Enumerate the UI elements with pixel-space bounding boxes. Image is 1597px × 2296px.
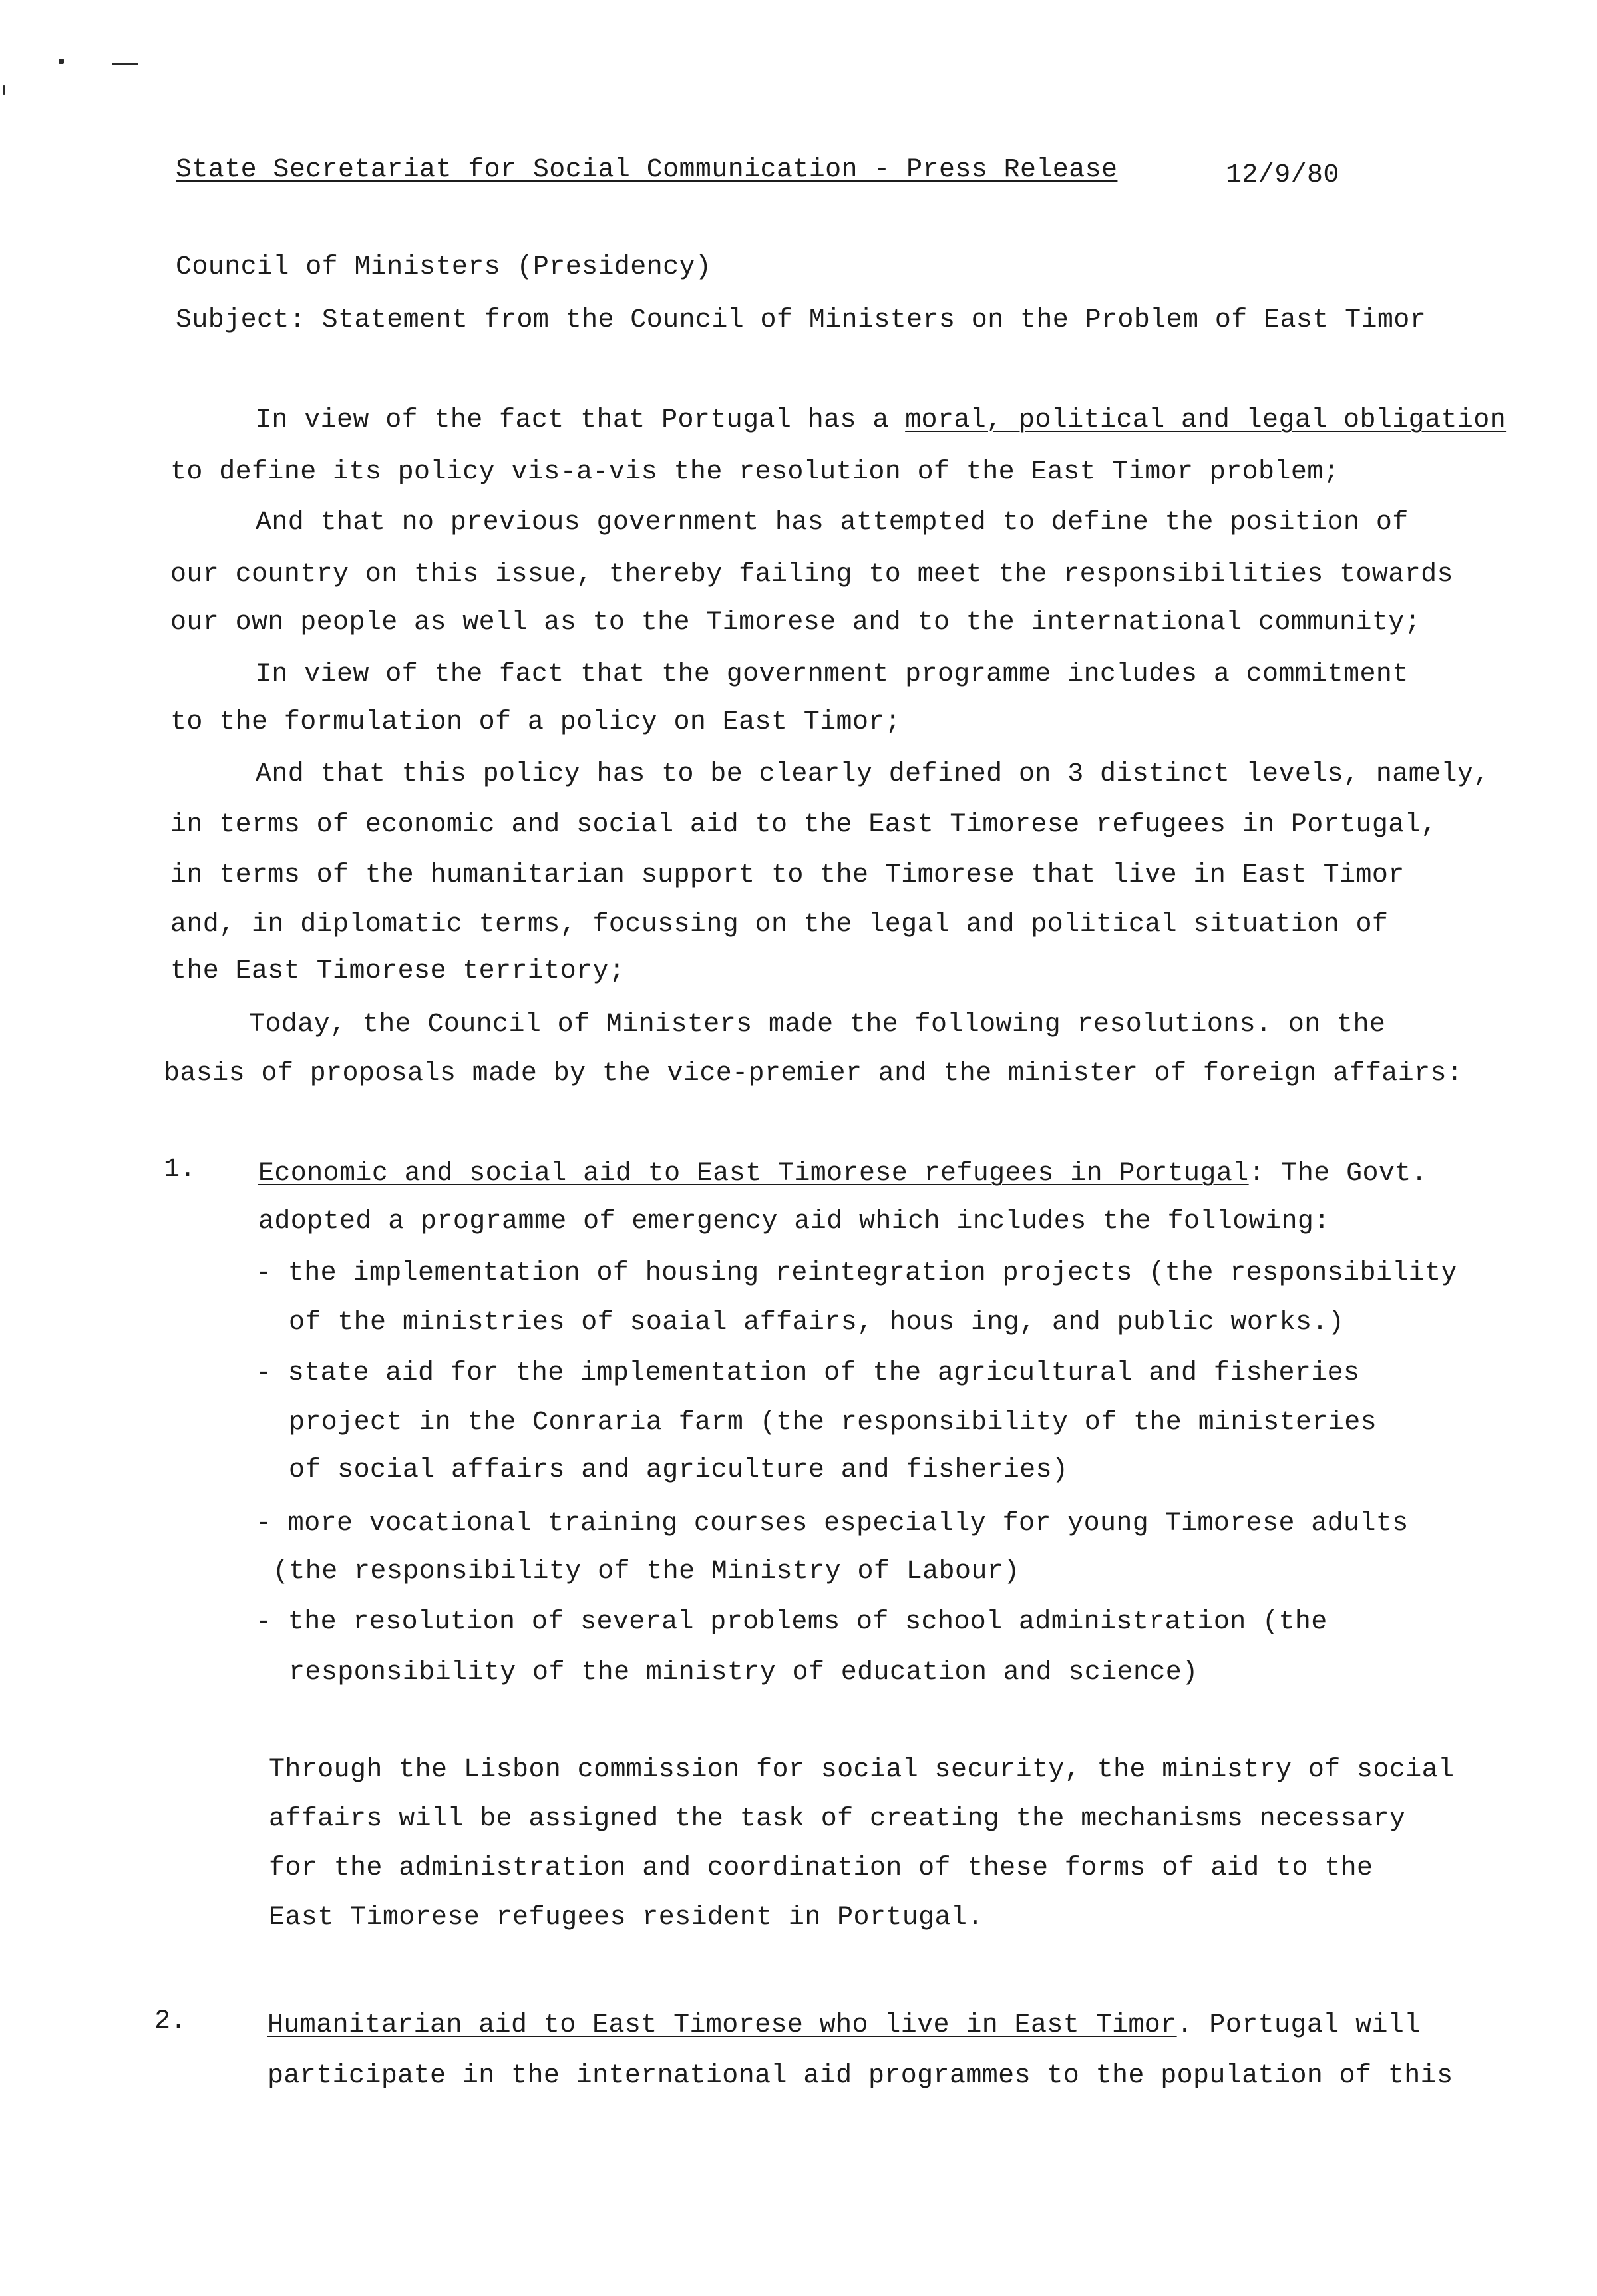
section-2-heading: Humanitarian aid to East Timorese who live in East Timor bbox=[267, 2010, 1177, 2040]
section-1-bullet-4-line1: - the resolution of several problems of school administration (the bbox=[256, 1607, 1328, 1637]
intro-paragraph-1 bbox=[256, 405, 1506, 437]
intro-p5-line2: basis of proposals made by the vice-premier and the minister of foreign affairs: bbox=[164, 1059, 1463, 1089]
section-1-number: 1. bbox=[164, 1155, 196, 1185]
intro-p4-line5: the East Timorese territory; bbox=[170, 956, 625, 986]
intro-p3-line1: In view of the fact that the government programme includes a commitment bbox=[256, 660, 1409, 689]
section-1-para-line4: East Timorese refugees resident in Portugal. bbox=[269, 1903, 983, 1933]
section-1-bullet-3-line1: - more vocational training courses especially for young Timorese adults bbox=[256, 1509, 1409, 1539]
scan-mark bbox=[59, 59, 64, 64]
intro-p2-line1: And that no previous government has attempted to define the position of bbox=[256, 508, 1409, 538]
section-1-bullet-1-line1: - the implementation of housing reintegration projects (the responsibility bbox=[256, 1258, 1457, 1288]
scan-mark bbox=[3, 85, 5, 95]
section-1-heading-suffix: : The Govt. bbox=[1248, 1159, 1428, 1189]
section-2-number: 2. bbox=[154, 2007, 187, 2036]
intro-p4-line1: And that this policy has to be clearly defined on 3 distinct levels, namely, bbox=[256, 759, 1490, 789]
release-header-title: State Secretariat for Social Communication - Press Release bbox=[176, 155, 1118, 185]
section-2-heading-line bbox=[267, 2010, 1421, 2042]
section-1-para-line2: affairs will be assigned the task of creating the mechanisms necessary bbox=[269, 1804, 1406, 1834]
section-1-bullet-3-line2: (the responsibility of the Ministry of Labour) bbox=[273, 1557, 1020, 1587]
section-1-bullet-2-line1: - state aid for the implementation of the agricultural and fisheries bbox=[256, 1358, 1360, 1388]
section-2-line2: participate in the international aid programmes to the population of this bbox=[267, 2061, 1453, 2091]
subject-line: Subject: Statement from the Council of Ministers on the Problem of East Timor bbox=[176, 305, 1427, 335]
release-date: 12/9/80 bbox=[1226, 160, 1339, 190]
section-1-heading-line bbox=[258, 1158, 1427, 1190]
section-1-para-line1: Through the Lisbon commission for social security, the ministry of social bbox=[269, 1755, 1455, 1785]
section-1-bullet-2-line3: of social affairs and agriculture and fisheries) bbox=[289, 1455, 1069, 1485]
intro-p1-text: In view of the fact that Portugal has a bbox=[256, 405, 906, 435]
section-1-line2: adopted a programme of emergency aid which includes the following: bbox=[258, 1207, 1330, 1237]
council-line: Council of Ministers (Presidency) bbox=[176, 252, 712, 282]
intro-p4-line3: in terms of the humanitarian support to the Timorese that live in East Timor bbox=[170, 861, 1405, 890]
intro-p5-line1: Today, the Council of Ministers made the following resolutions. on the bbox=[249, 1010, 1386, 1040]
intro-p1-underlined: moral, political and legal obligation bbox=[905, 405, 1507, 435]
intro-p4-line2: in terms of economic and social aid to the East Timorese refugees in Portugal, bbox=[170, 810, 1437, 840]
scan-mark bbox=[112, 63, 138, 65]
intro-p1-line2: to define its policy vis-a-vis the resolution of the East Timor problem; bbox=[170, 457, 1340, 487]
section-1-bullet-4-line2: responsibility of the ministry of education and science) bbox=[289, 1658, 1198, 1688]
intro-p3-line2: to the formulation of a policy on East Timor; bbox=[170, 707, 902, 737]
section-1-bullet-1-line2: of the ministries of soaial affairs, hous ing, and public works.) bbox=[289, 1308, 1345, 1338]
intro-p2-line3: our own people as well as to the Timorese and to the international community; bbox=[170, 608, 1421, 638]
intro-p2-line2: our country on this issue, thereby failing to meet the responsibilities towards bbox=[170, 560, 1453, 590]
section-2-heading-suffix: . Portugal will bbox=[1176, 2010, 1421, 2040]
intro-p4-line4: and, in diplomatic terms, focussing on the legal and political situation of bbox=[170, 910, 1389, 940]
section-1-heading: Economic and social aid to East Timorese refugees in Portugal bbox=[258, 1159, 1249, 1189]
section-1-bullet-2-line2: project in the Conraria farm (the responsibility of the ministeries bbox=[289, 1408, 1377, 1437]
section-1-para-line3: for the administration and coordination of these forms of aid to the bbox=[269, 1853, 1373, 1883]
